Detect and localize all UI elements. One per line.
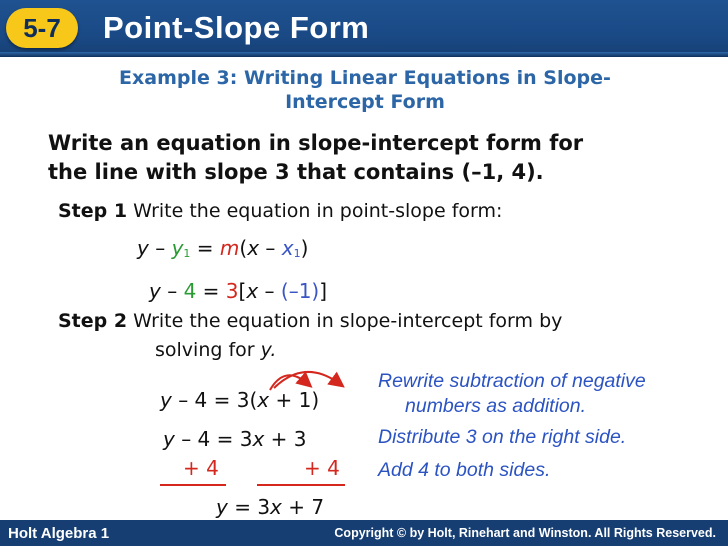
note-rewrite-line1: Rewrite subtraction of negative [378,370,646,392]
note-add: Add 4 to both sides. [378,459,551,481]
eq1-minus1: – [148,236,172,260]
eq1-m: m [219,236,240,260]
eq1-y: y [137,236,149,260]
lesson-badge: 5-7 [6,8,78,48]
eq2-minus1: – [160,279,184,303]
eq1-sub2: 1 [293,247,301,260]
eq1-x1: x [281,236,294,260]
eq1-close: ) [300,236,309,260]
eq1-open: ( [239,236,248,260]
eq4-x: x [252,427,265,451]
step1-text: Write the equation in point-slope form: [133,200,503,222]
eq2-equals: = [196,279,226,303]
eq1-x: x [247,236,260,260]
point-slope-equation [137,236,308,260]
eq2-three: 3 [225,279,239,303]
add-left: + 4 [183,456,219,480]
eq5-mid: = 3 [227,495,271,519]
eq2-four: 4 [183,279,197,303]
eq2-negone: (–1) [280,279,320,303]
header-bar [0,0,728,57]
problem-line1: Write an equation in slope-intercept form for [48,131,584,155]
eq2-x: x [246,279,259,303]
example-title [40,66,690,114]
eq5-end: + 7 [281,495,325,519]
eq4-mid: – 4 = 3 [174,427,253,451]
eq1-y1: y [171,236,184,260]
footer-bar [0,520,728,546]
equation-step2 [163,427,307,451]
problem-line2: the line with slope 3 that contains (–1, 4). [48,160,544,184]
eq3-end: + 1) [269,388,320,412]
step2 [58,307,562,365]
eq3-x: x [257,388,270,412]
step2-text2: solving for [155,339,261,361]
eq3-mid: – 4 = 3( [171,388,258,412]
final-equation [216,495,324,519]
step2-label: Step 2 [58,310,128,332]
add-right: + 4 [304,456,340,480]
example-title-line2: Intercept Form [285,91,445,113]
eq2-y: y [149,279,161,303]
eq3-y: y [160,388,172,412]
footer-book-title: Holt Algebra 1 [8,525,110,542]
eq1-sub1: 1 [183,247,191,260]
eq1-equals: = [190,236,220,260]
eq5-x: x [270,495,282,519]
step2-var: y. [260,339,277,361]
underline-left [160,484,226,486]
eq5-y: y [216,495,228,519]
substituted-equation [149,279,327,303]
lesson-title: Point-Slope Form [103,10,370,45]
eq2-open: [ [238,279,247,303]
eq1-minus2: – [259,236,282,260]
step1-label: Step 1 [58,200,128,222]
note-rewrite-line2: numbers as addition. [405,395,587,417]
eq2-minus2: – [258,279,281,303]
eq2-close: ] [319,279,328,303]
eq4-end: + 3 [264,427,307,451]
problem-statement [48,129,688,187]
step2-text1: Write the equation in slope-intercept form by [133,310,563,332]
step1 [58,200,502,222]
example-title-line1: Example 3: Writing Linear Equations in Slope- [119,67,611,89]
footer-copyright: Copyright © by Holt, Rinehart and Winston. All Rights Reserved. [334,526,716,540]
note-distribute: Distribute 3 on the right side. [378,426,627,448]
underline-right [257,484,345,486]
eq4-y: y [163,427,175,451]
equation-step1 [160,388,319,412]
